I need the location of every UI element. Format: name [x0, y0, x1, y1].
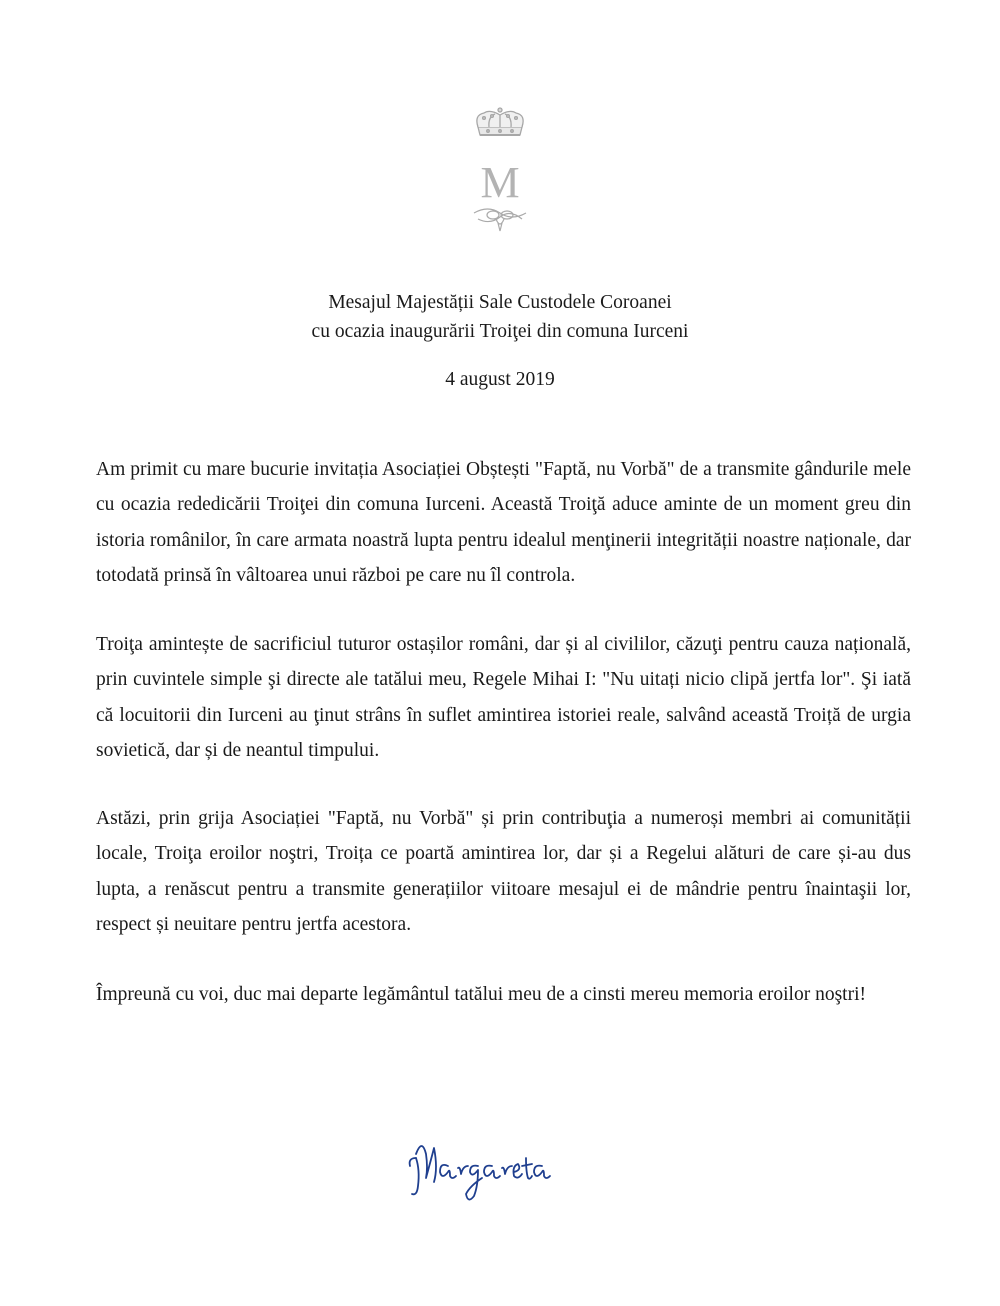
paragraph-4: Împreună cu voi, duc mai departe legământul tatălui meu de a cinsti mereu memoria eroilor noştri! [96, 984, 866, 1005]
message-title-line-2: cu ocazia inaugurării Troiţei din comuna Iurceni [311, 321, 689, 342]
paragraph-3: Astăzi, prin grija Asociației "Faptă, nu Vorbă" și prin contribuţia a numeroși membri ai comunității locale, Troiţa eroilor noştri, Troița ce poartă amintirea lor, dar și a Regelui alături de care și-au dus lupta, a renăscut pentru a transmite generațiilor viitoare mesajul ei de mândrie pentru înaintaşii lor, respect și neuitare pentru jertfa acestora. [96, 808, 911, 936]
paragraph-1: Am primit cu mare bucurie invitația Asociației Obștești "Faptă, nu Vorbă" de a transmite gândurile mele cu ocazia rededicării Troiţei din comuna Iurceni. Această Troiţă aduce aminte de un moment greu din istoria românilor, în care armata noastră lupta pentru idealul menţinerii integrității noastre naționale, dar totodată prinsă în vâltoarea unui război pe care nu îl controla. [96, 459, 911, 587]
paragraph-2: Troiţa amintește de sacrificiul tuturor ostașilor români, dar și al civililor, căzuţi pentru cauza națională, prin cuvintele simple şi directe ale tatălui meu, Regele Mihai I: "Nu uitați nicio clipă jertfa lor". Şi iată că locuitorii din Iurceni au ţinut strâns în suflet amintirea istoriei reale, salvând această Troiță de urgia sovietică, dar și de neantul timpului. [96, 634, 911, 762]
message-title-line-1: Mesajul Majestății Sale Custodele Coroanei [328, 292, 672, 313]
royal-monogram-icon [460, 105, 540, 237]
message-date: 4 august 2019 [445, 369, 555, 390]
handwritten-signature [404, 1118, 554, 1218]
svg-text:M: M [480, 158, 520, 207]
